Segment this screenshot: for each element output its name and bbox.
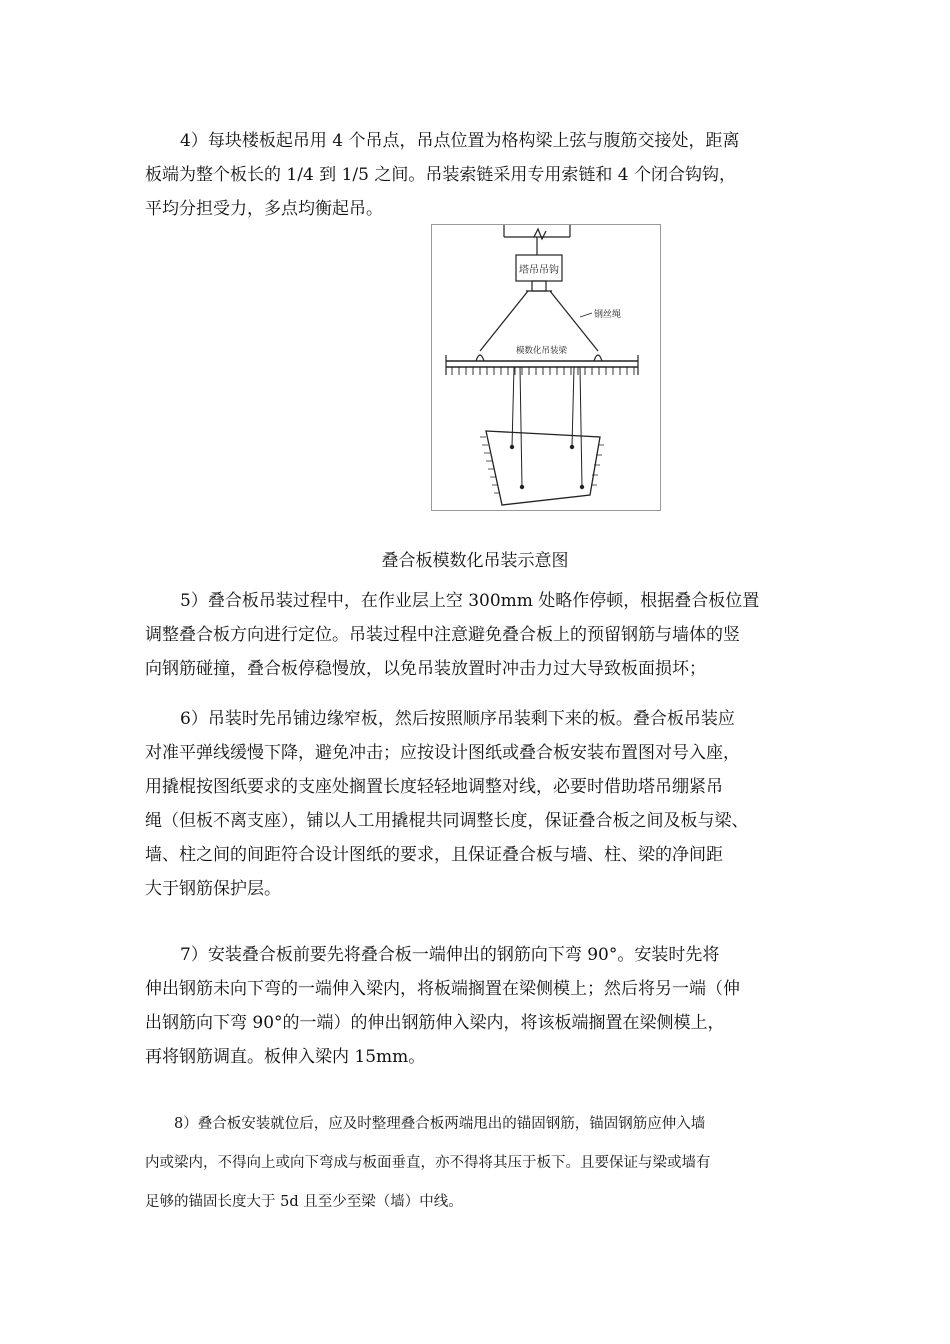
text-line: 出钢筋向下弯 90°的一端）的伸出钢筋伸入梁内，将该板端搁置在梁侧模上， — [145, 1013, 725, 1033]
hook-point — [570, 445, 573, 448]
hook-point — [580, 485, 583, 488]
shackle — [532, 281, 546, 291]
lifting-lug — [476, 355, 484, 361]
paragraph-5 — [145, 584, 811, 686]
hoisting-diagram-drawing — [432, 225, 660, 510]
text-line: 调整叠合板方向进行定位。吊装过程中注意避免叠合板上的预留钢筋与墙体的竖 — [145, 625, 740, 645]
text-line: 伸出钢筋未向下弯的一端伸入梁内，将板端搁置在梁侧模上；然后将另一端（伸 — [145, 979, 740, 999]
composite-slab — [486, 431, 600, 505]
lifting-chain — [520, 367, 522, 487]
text-line: 再将钢筋调直。板伸入梁内 15mm。 — [145, 1047, 426, 1067]
paragraph-7 — [145, 938, 811, 1074]
lifting-lug — [594, 355, 602, 361]
text-line: 墙、柱之间的间距符合设计图纸的要求，且保证叠合板与墙、柱、梁的净间距 — [145, 845, 723, 865]
text-line: 4）每块楼板起吊用 4 个吊点，吊点位置为格构梁上弦与腹筋交接处，距离 — [180, 131, 740, 151]
text-line: 内或梁内，不得向上或向下弯成与板面垂直，亦不得将其压于板下。且要保证与梁或墙有 — [145, 1155, 711, 1171]
text-line: 7）安装叠合板前要先将叠合板一端伸出的钢筋向下弯 90°。安装时先将 — [180, 945, 720, 965]
hook-point — [510, 445, 513, 448]
text-line: 绳（但板不离支座），铺以人工用撬棍共同调整长度，保证叠合板之间及板与梁、 — [145, 811, 749, 831]
text-line: 向钢筋碰撞，叠合板停稳慢放，以免吊装放置时冲击力过大导致板面损坏； — [145, 659, 706, 679]
text-line: 6）吊装时先吊铺边缘窄板，然后按照顺序吊装剩下来的板。叠合板吊装应 — [180, 709, 735, 729]
figure-caption: 叠合板模数化吊装示意图 — [381, 551, 569, 571]
text-line: 8）叠合板安装就位后，应及时整理叠合板两端甩出的锚固钢筋，锚固钢筋应伸入墙 — [174, 1116, 706, 1132]
rope-leader-line — [580, 313, 592, 317]
hook-label: 塔吊吊钩 — [519, 265, 559, 276]
paragraph-6 — [145, 702, 811, 906]
wire-rope-left — [480, 291, 528, 351]
text-line: 对准平弹线缓慢下降，避免冲击；应按设计图纸或叠合板安装布置图对号入座， — [145, 743, 740, 763]
hook-point — [520, 485, 523, 488]
hoisting-diagram — [431, 224, 661, 511]
text-line: 平均分担受力，多点均衡起吊。 — [145, 199, 383, 219]
paragraph-4 — [145, 124, 811, 226]
text-line: 板端为整个板长的 1/4 到 1/5 之间。吊装索链采用专用索链和 4 个闭合钩钩， — [145, 165, 736, 185]
spreader-beam-label: 模数化吊装梁 — [516, 346, 568, 356]
text-line: 大于钢筋保护层。 — [145, 879, 281, 899]
text-line: 足够的锚固长度大于 5d 且至少至梁（墙）中线。 — [145, 1194, 463, 1210]
lifting-chain — [580, 367, 582, 487]
slab-rebar-ticks — [480, 437, 604, 493]
wire-rope-label: 钢丝绳 — [594, 310, 622, 320]
text-line: 用撬棍按图纸要求的支座处搁置长度轻轻地调整对线，必要时借助塔吊绷紧吊 — [145, 777, 723, 797]
wire-rope-right — [550, 291, 598, 351]
spreader-beam-teeth — [452, 367, 634, 375]
lifting-chain — [512, 367, 514, 447]
text-line: 5）叠合板吊装过程中，在作业层上空 300mm 处略作停顿，根据叠合板位置 — [180, 591, 760, 611]
paragraph-8 — [145, 1105, 811, 1222]
